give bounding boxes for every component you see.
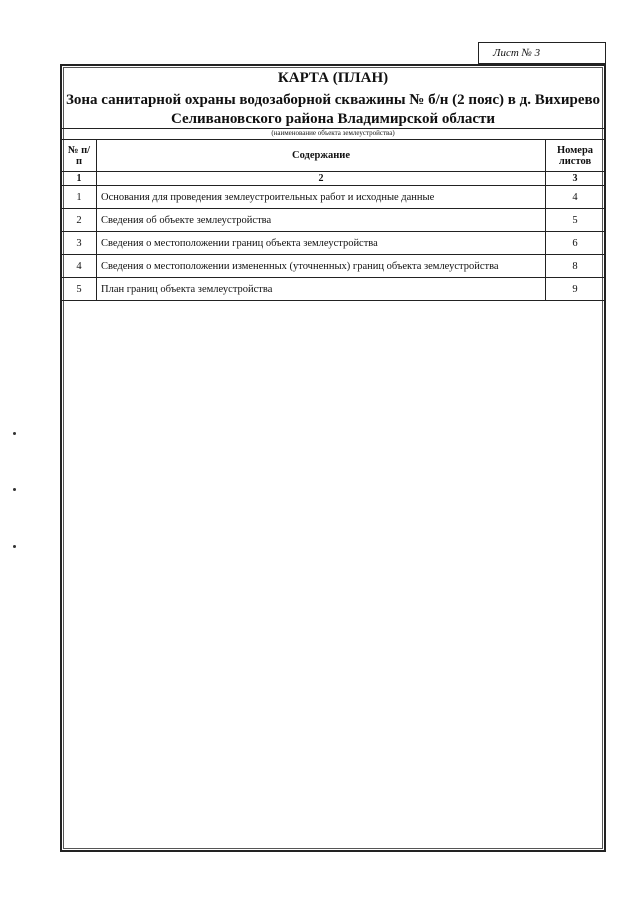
table-row bbox=[62, 186, 605, 209]
row-content: Сведения о местоположении границ объекта землеустройства bbox=[97, 232, 546, 255]
sheet-number: Лист № 3 bbox=[493, 47, 541, 59]
header-pages: Номера листов bbox=[546, 140, 605, 172]
table-header-row bbox=[62, 140, 605, 172]
table-row bbox=[62, 232, 605, 255]
document-subtitle bbox=[60, 91, 606, 129]
row-content: План границ объекта землеустройства bbox=[97, 278, 546, 301]
contents-table bbox=[61, 139, 605, 301]
row-content: Сведения об объекте землеустройства bbox=[97, 209, 546, 232]
table-row bbox=[62, 255, 605, 278]
table-row bbox=[62, 209, 605, 232]
subtitle-line-2: Селивановского района Владимирской области bbox=[170, 111, 496, 127]
table-row bbox=[62, 278, 605, 301]
subtitle-line-1: Зона санитарной охраны водозаборной скважины № б/н (2 пояс) в д. Вихирево bbox=[65, 92, 601, 108]
row-num: 1 bbox=[62, 186, 97, 209]
binding-hole-mark bbox=[13, 545, 16, 548]
row-num: 5 bbox=[62, 278, 97, 301]
row-page: 5 bbox=[546, 209, 605, 232]
row-page: 6 bbox=[546, 232, 605, 255]
column-numbers-row bbox=[62, 172, 605, 186]
document-title: КАРТА (ПЛАН) bbox=[277, 70, 389, 86]
binding-hole-mark bbox=[13, 432, 16, 435]
row-content: Сведения о местоположении измененных (уточненных) границ объекта землеустройства bbox=[97, 255, 546, 278]
col-number-3: 3 bbox=[546, 172, 605, 186]
row-num: 3 bbox=[62, 232, 97, 255]
binding-hole-mark bbox=[13, 488, 16, 491]
row-page: 8 bbox=[546, 255, 605, 278]
sheet-number-box bbox=[478, 42, 606, 64]
row-content: Основания для проведения землеустроительных работ и исходные данные bbox=[97, 186, 546, 209]
object-caption: (наименование объекта землеустройства) bbox=[271, 129, 395, 137]
row-page: 9 bbox=[546, 278, 605, 301]
row-num: 2 bbox=[62, 209, 97, 232]
row-num: 4 bbox=[62, 255, 97, 278]
col-number-2: 2 bbox=[97, 172, 546, 186]
col-number-1: 1 bbox=[62, 172, 97, 186]
header-content: Содержание bbox=[97, 140, 546, 172]
row-page: 4 bbox=[546, 186, 605, 209]
header-num: № п/п bbox=[62, 140, 97, 172]
